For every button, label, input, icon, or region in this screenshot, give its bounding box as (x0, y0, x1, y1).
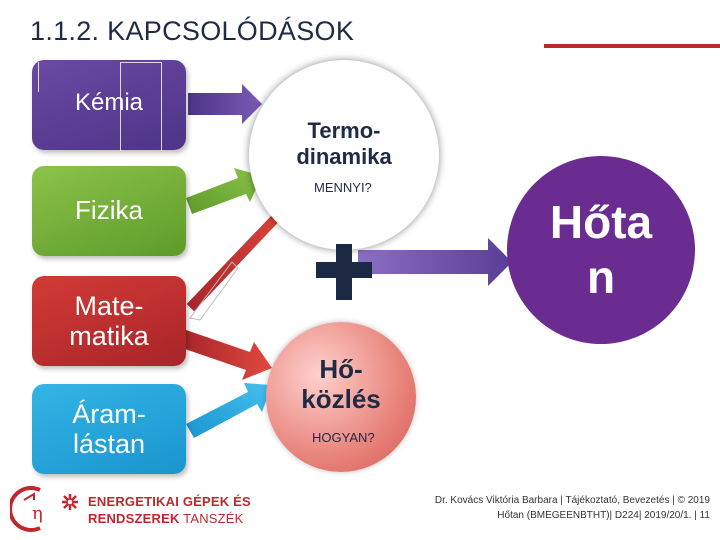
arrow-plus-hotan (358, 238, 512, 286)
slide-title: 1.1.2. KAPCSOLÓDÁSOK (30, 16, 355, 46)
footer-line1: Dr. Kovács Viktória Barbara | Tájékoztató, Bevezetés | © 2019 (434, 495, 710, 506)
termodinamika-label: Termo- dinamika (296, 117, 392, 169)
circle-hokozles (266, 322, 416, 472)
circle-termodinamika (249, 60, 439, 250)
box-matematika (32, 276, 186, 366)
kemia-frame-decoration (38, 62, 121, 92)
box-matematika-label: Mate- matika (69, 290, 149, 351)
hotan-label: Hőta n (549, 195, 653, 303)
hokozles-label: Hő- közlés (301, 354, 381, 414)
kemia-frame-decoration-right (120, 62, 162, 151)
department-logo-icon (10, 486, 88, 532)
box-kemia-label: Kémia (74, 89, 144, 116)
logo-text-line2 (88, 511, 244, 526)
termodinamika-note: MENNYI? (314, 180, 372, 195)
svg-text:η: η (32, 503, 43, 524)
footer-credit (435, 494, 710, 523)
arrow-kemia-termo (188, 84, 262, 124)
box-fizika-label: Fizika (75, 195, 143, 226)
circle-hotan (507, 156, 695, 344)
box-aramlastan-label: Áram- lástan (72, 398, 146, 459)
plus-icon (316, 262, 372, 278)
logo-text-bold: RENDSZEREK (88, 511, 180, 526)
footer-line2: Hőtan (BMEGEENBTHT)| D224| 2019/20/1. | 11 (497, 509, 710, 521)
arrow-matek-hokozles (182, 330, 272, 380)
box-fizika (32, 166, 186, 256)
hokozles-note: HOGYAN? (312, 430, 375, 445)
logo-text-rest: TANSZÉK (179, 511, 244, 526)
arrow-aram-hokozles (186, 383, 272, 438)
box-aramlastan (32, 384, 186, 474)
logo-text-line1: ENERGETIKAI GÉPEK ÉS (88, 494, 251, 509)
